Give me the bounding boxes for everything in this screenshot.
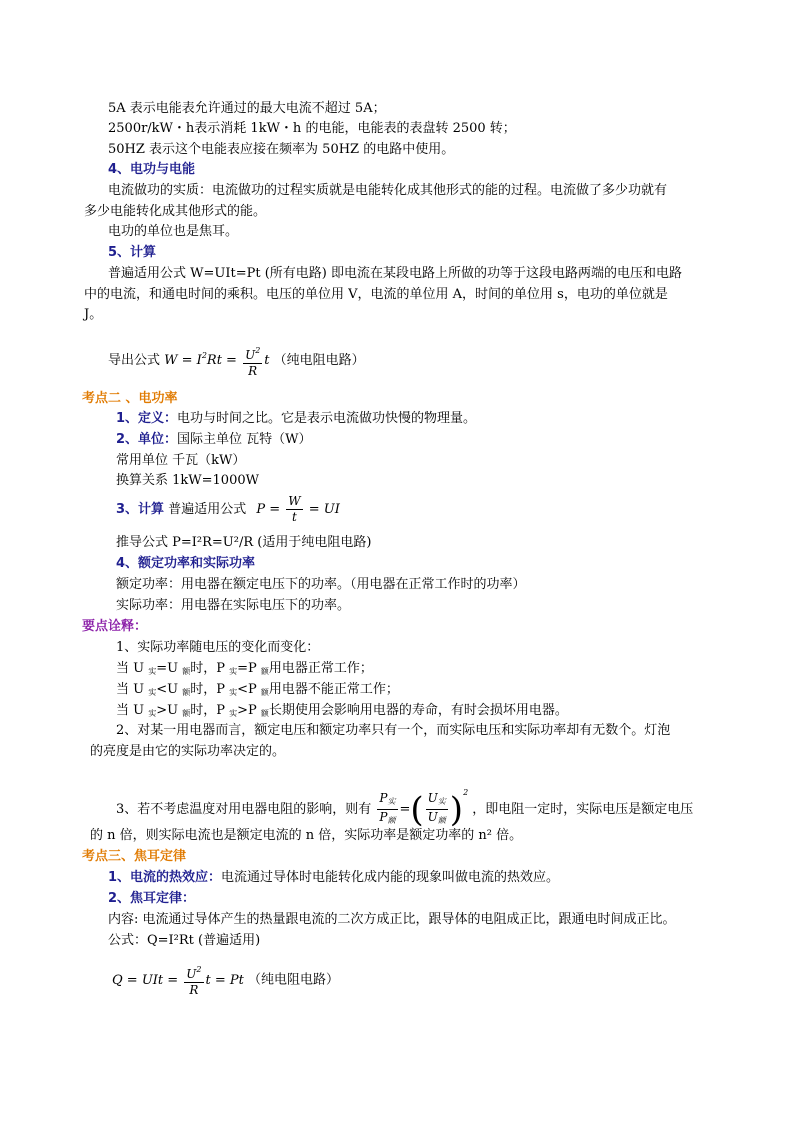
- condition-line: 当 U $_实$<U $_额$时，P $_实$<P $_额$用电器不能正常工作；: [116, 682, 399, 697]
- paragraph-line: 实际功率：用电器在实际电压下的功率。: [116, 598, 351, 613]
- text-line: 50HZ 表示这个电能表应接在频率为 50HZ 的电路中使用。: [108, 142, 455, 157]
- unit-line: 2、单位：国际主单位 瓦特（W）: [116, 432, 312, 447]
- formula-ratio: $\frac{P_实}{P_额}$ =( $\frac{U_实}{U_额}$ )$^2$: [379, 788, 469, 830]
- unit-line: 常用单位 千瓦（kW）: [116, 453, 246, 468]
- formula-q: Q = UIt = $\frac{U^2}{R}$ t = Pt: [112, 973, 244, 988]
- section-heading: 4、电功与电能: [108, 162, 196, 177]
- topic-heading: 考点三、焦耳定律: [82, 849, 187, 864]
- formula-w: $W = I^2Rt$ = $\frac{U^2}{R}$ t: [164, 353, 269, 368]
- condition-line: 当 U $_实$>U $_额$时，P $_实$>P $_额$长期使用会影响用电器的寿命，有时会损坏用电器。: [116, 703, 568, 718]
- text-line: 5A 表示电能表允许通过的最大电流不超过 5A；: [108, 101, 386, 116]
- paragraph-line: 电流做功的实质：电流做功的过程实质就是电能转化成其他形式的能的过程。电流做了多少功就有: [108, 183, 668, 198]
- paragraph-line: 的亮度是由它的实际功率决定的。: [90, 744, 286, 759]
- paragraph-line: 多少电能转化成其他形式的能。: [84, 204, 267, 219]
- paragraph-line: 内容: 电流通过导体产生的热量跟电流的二次方成正比，跟导体的电阻成正比，跟通电时间成正比。: [108, 912, 676, 927]
- paragraph-line: 额定功率：用电器在额定电压下的功率。（用电器在正常工作时的功率）: [116, 577, 526, 592]
- section-heading: 2、焦耳定律：: [108, 891, 196, 906]
- unit-line: 换算关系 1kW=1000W: [116, 473, 259, 488]
- derived-formula: 导出公式 $W = I^2Rt$ = $\frac{U^2}{R}$ t （纯电阻电路）: [108, 338, 365, 379]
- section-heading: 4、额定功率和实际功率: [116, 556, 256, 571]
- joule-formula: Q = UIt = $\frac{U^2}{R}$ t = Pt （纯电阻电路）: [112, 962, 339, 999]
- condition-line: 当 U $_实$=U $_额$时，P $_实$=P $_额$用电器正常工作；: [116, 661, 373, 676]
- definition-line: 1、定义：电功与时间之比。它是表示电流做功快慢的物理量。: [116, 411, 477, 426]
- formula-p: P = $\frac{W}{t}$ = UI: [256, 494, 340, 524]
- paragraph-line: 1、实际功率随电压的变化而变化：: [116, 640, 320, 655]
- paragraph-line: 普遍适用公式 W=UIt=Pt (所有电路) 即电流在某段电路上所做的功等于这段电路两端的电压和电路: [108, 266, 682, 281]
- power-formula: 3、计算 普遍适用公式 P = $\frac{W}{t}$ = UI: [116, 494, 340, 524]
- key-points-heading: 要点诠释：: [82, 619, 148, 634]
- paragraph-line: 中的电流，和通电时间的乘积。电压的单位用 V，电流的单位用 A，时间的单位用 s，电功的单位就是: [84, 287, 668, 302]
- derived-line: 推导公式 P=I²R=U²/R (适用于纯电阻电路): [116, 535, 372, 550]
- paragraph-line: 电功的单位也是焦耳。: [108, 224, 239, 239]
- paragraph-line: 2、对某一用电器而言，额定电压和额定功率只有一个，而实际电压和实际功率却有无数个。灯泡: [116, 723, 671, 738]
- section-heading: 5、计算: [108, 245, 157, 260]
- paragraph-line: 的 n 倍，则实际电流也是额定电流的 n 倍，实际功率是额定功率的 n² 倍。: [90, 828, 523, 843]
- ratio-formula-line: 3、若不考虑温度对用电器电阻的影响，则有 $\frac{P_实}{P_额}$ =( $\frac{U_实}{U_额}$ )$^2$ ，即电阻一定时，实际电压是额定电压: [116, 788, 694, 830]
- definition-line: 1、电流的热效应：电流通过导体时电能转化成内能的现象叫做电流的热效应。: [108, 870, 560, 885]
- paragraph-line: J。: [84, 307, 103, 322]
- topic-heading: 考点二 、电功率: [82, 391, 178, 406]
- text-line: 2500r/kW・h表示消耗 1kW・h 的电能，电能表的表盘转 2500 转；: [108, 121, 516, 136]
- paragraph-line: 公式：Q=I²Rt (普遍适用): [108, 933, 261, 948]
